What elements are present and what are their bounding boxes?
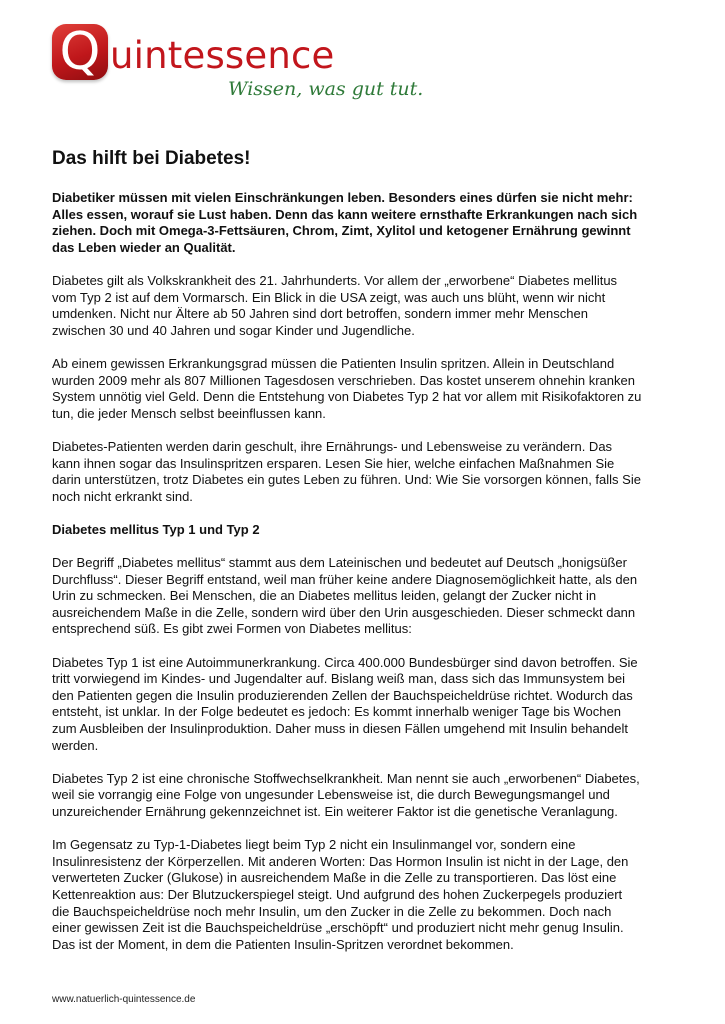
body-paragraph: Diabetes-Patienten werden darin geschult, ihre Ernährungs- und Lebensweise zu verändern. Das kann ihnen sogar das Insulinspritzen ersparen. Lesen Sie hier, welche einfachen Maßnahmen Sie darin unterstützen, trotz Diabetes ein gutes Leben zu führen. Und: Wie Sie vorsorgen können, falls Sie noch nicht erkrankt sind. xyxy=(52,438,641,504)
logo-tagline: Wissen, was gut tut. xyxy=(228,78,424,100)
body-paragraph: Diabetes gilt als Volkskrankheit des 21. Jahrhunderts. Vor allem der „erworbene“ Diabetes mellitus vom Typ 2 ist auf dem Vormarsch. Ein Blick in die USA zeigt, was auch uns blüht, wenn wir nicht umdenken. Nicht nur Ältere ab 50 Jahren sind dort betroffen, sondern immer mehr Menschen zwischen 30 und 40 Jahren und sogar Kinder und Jugendliche. xyxy=(52,272,618,338)
footer-url: www.natuerlich-quintessence.de xyxy=(52,994,196,1005)
logo-badge-letter: Q xyxy=(59,22,101,82)
article xyxy=(52,146,642,953)
body-paragraph: Diabetes Typ 1 ist eine Autoimmunerkrankung. Circa 400.000 Bundesbürger sind davon betroffen. Sie tritt vorwiegend im Kindes- und Jugendalter auf. Bislang weiß man, dass sich das Immunsystem bei den Patienten gegen die Insulin produzierenden Zellen der Bauchspeicheldrüse richtet. Wodurch das entsteht, ist unklar. In der Folge bedeutet es jedoch: Es kommt innerhalb weniger Tage bis Wochen zum Ausbleiben der Insulinproduktion. Daher muss in diesen Fällen umgehend mit Insulin behandelt werden. xyxy=(52,654,638,753)
body-paragraph: Ab einem gewissen Erkrankungsgrad müssen die Patienten Insulin spritzen. Allein in Deutschland wurden 2009 mehr als 807 Millionen Tagesdosen verschrieben. Das kostet unserem ohnehin kranken System unnötig viel Geld. Denn die Entstehung von Diabetes Typ 2 hat vor allem mit Risikofaktoren zu tun, die jeder Mensch selbst beeinflussen kann. xyxy=(52,355,642,421)
section-heading: Diabetes mellitus Typ 1 und Typ 2 xyxy=(52,521,260,537)
lead-paragraph: Diabetiker müssen mit vielen Einschränkungen leben. Besonders eines dürfen sie nicht mehr: Alles essen, worauf sie Lust haben. Denn das kann weitere ernsthafte Erkrankungen nach sich ziehen. Doch mit Omega-3-Fettsäuren, Chrom, Zimt, Xylitol und ketogener Ernährung gewinnt das Leben wieder an Qualität. xyxy=(52,190,638,255)
logo-wordmark: uintessence xyxy=(110,34,335,77)
body-paragraph: Im Gegensatz zu Typ-1-Diabetes liegt beim Typ 2 nicht ein Insulinmangel vor, sondern eine Insulinresistenz der Körperzellen. Mit anderen Worten: Das Hormon Insulin ist nicht in der Lage, den verwerteten Zucker (Glukose) in ausreichendem Maße in die Zelle zu transportieren. Das löst eine Kettenreaktion aus: Der Blutzuckerspiegel steigt. Und aufgrund des hohen Zuckerpegels produziert die Bauchspeicheldrüse noch mehr Insulin, um den Zucker in die Zelle zu bekommen. Doch nach einer gewissen Zeit ist die Bauchspeicheldrüse „erschöpft“ und produziert nicht mehr genug Insulin. Das ist der Moment, in dem die Patienten Insulin-Spritzen verordnet bekommen. xyxy=(52,837,629,952)
logo-badge-icon xyxy=(52,24,108,80)
body-paragraph: Diabetes Typ 2 ist eine chronische Stoffwechselkrankheit. Man nennt sie auch „erworbenen“ Diabetes, weil sie vorrangig eine Folge von ungesunder Lebensweise ist, die durch Bewegungsmangel und unzureichender Ernährung gekennzeichnet ist. Ein weiterer Faktor ist die genetische Veranlagung. xyxy=(52,770,640,819)
body-paragraph: Der Begriff „Diabetes mellitus“ stammt aus dem Lateinischen und bedeutet auf Deutsch „honigsüßer Durchfluss“. Dieser Begriff entstand, weil man früher keine andere Diagnosemöglichkeit hatte, als den Urin zu schmecken. Bei Menschen, die an Diabetes mellitus leiden, gelangt der Zucker nicht in ausreichendem Maße in die Zelle, sondern wird über den Urin ausgeschieden. Dieser schmeckt dann entsprechend süß. Es gibt zwei Formen von Diabetes mellitus: xyxy=(52,555,638,637)
quintessence-logo xyxy=(52,22,424,104)
page-title: Das hilft bei Diabetes! xyxy=(52,148,251,169)
